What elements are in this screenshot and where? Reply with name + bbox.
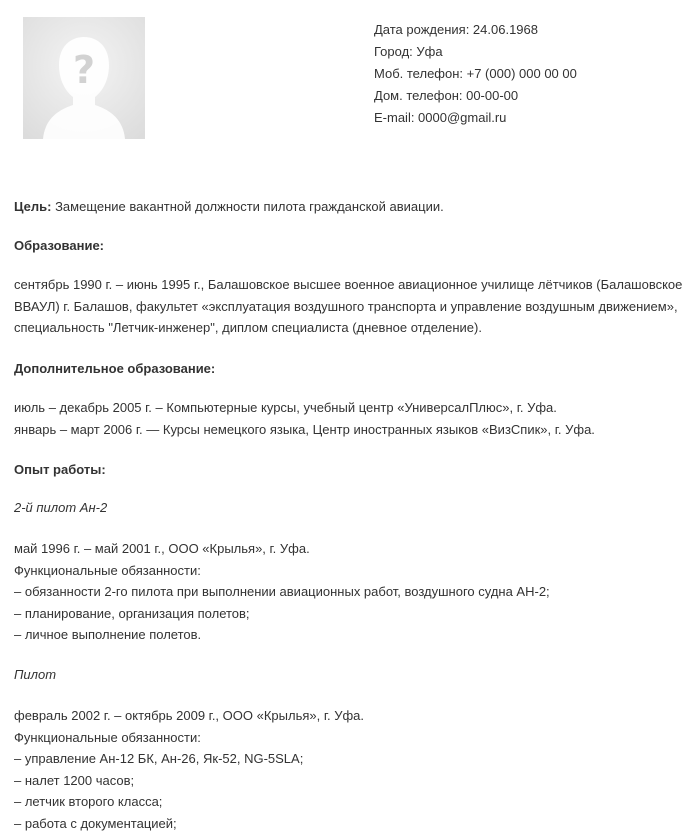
job-line: май 1996 г. – май 2001 г., ООО «Крылья», г. Уфа.: [14, 541, 310, 556]
job-line: Функциональные обязанности:: [14, 729, 201, 745]
mobile-phone: Моб. телефон: +7 (000) 000 00 00: [374, 66, 577, 81]
education-heading: Образование:: [14, 238, 105, 253]
job-line: – летчик второго класса;: [14, 794, 163, 809]
birth-date: Дата рождения: 24.06.1968: [374, 22, 538, 37]
city: Город: Уфа: [374, 44, 443, 59]
additional-education-line: июль – декабрь 2005 г. – Компьютерные курсы, учебный центр «УниверсалПлюс», г. Уфа.: [14, 400, 557, 415]
svg-text:?: ?: [72, 48, 96, 92]
job-title: 2-й пилот Ан-2: [14, 500, 108, 515]
job-line: Функциональные обязанности:: [14, 562, 201, 578]
job-title: Пилот: [14, 667, 57, 682]
job-line: – планирование, организация полетов;: [14, 605, 250, 621]
job-line: – работа с документацией;: [14, 815, 177, 831]
goal-line: [14, 199, 444, 214]
job-line: февраль 2002 г. – октябрь 2009 г., ООО «Крылья», г. Уфа.: [14, 708, 365, 723]
avatar: [23, 17, 145, 139]
home-phone: Дом. телефон: 00-00-00: [374, 88, 519, 103]
job-line: – управление Ан-12 БК, Ан-26, Як-52, NG-5SLA;: [14, 751, 304, 766]
education-line: ВВАУЛ) г. Балашов, факультет «эксплуатация воздушного транспорта и управление воздушным движением»,: [14, 298, 678, 314]
additional-education-heading: Дополнительное образование:: [14, 361, 216, 376]
job-line: – личное выполнение полетов.: [14, 627, 202, 642]
education-text: [14, 274, 682, 339]
job-details: [14, 705, 364, 834]
email: E-mail: 0000@gmail.ru: [374, 110, 507, 125]
goal-text: Замещение вакантной должности пилота гражданской авиации.: [51, 199, 444, 214]
job-line: – налет 1200 часов;: [14, 772, 135, 788]
contact-info: [374, 19, 577, 129]
goal-label: Цель:: [14, 199, 52, 214]
job-details: [14, 538, 550, 646]
additional-education-line: январь – март 2006 г. — Курсы немецкого языка, Центр иностранных языков «ВизСпик», г. Уфа.: [14, 421, 595, 437]
education-line: специальность "Летчик-инженер", диплом специалиста (дневное отделение).: [14, 320, 482, 335]
experience-heading: Опыт работы:: [14, 462, 106, 477]
job-line: – обязанности 2-го пилота при выполнении авиационных работ, воздушного судна АН-2;: [14, 584, 550, 599]
avatar-placeholder-icon: [23, 17, 145, 139]
education-line: сентябрь 1990 г. – июнь 1995 г., Балашовское высшее военное авиационное училище лётчиков (Балашовское: [14, 277, 683, 292]
additional-education-text: [14, 397, 595, 440]
